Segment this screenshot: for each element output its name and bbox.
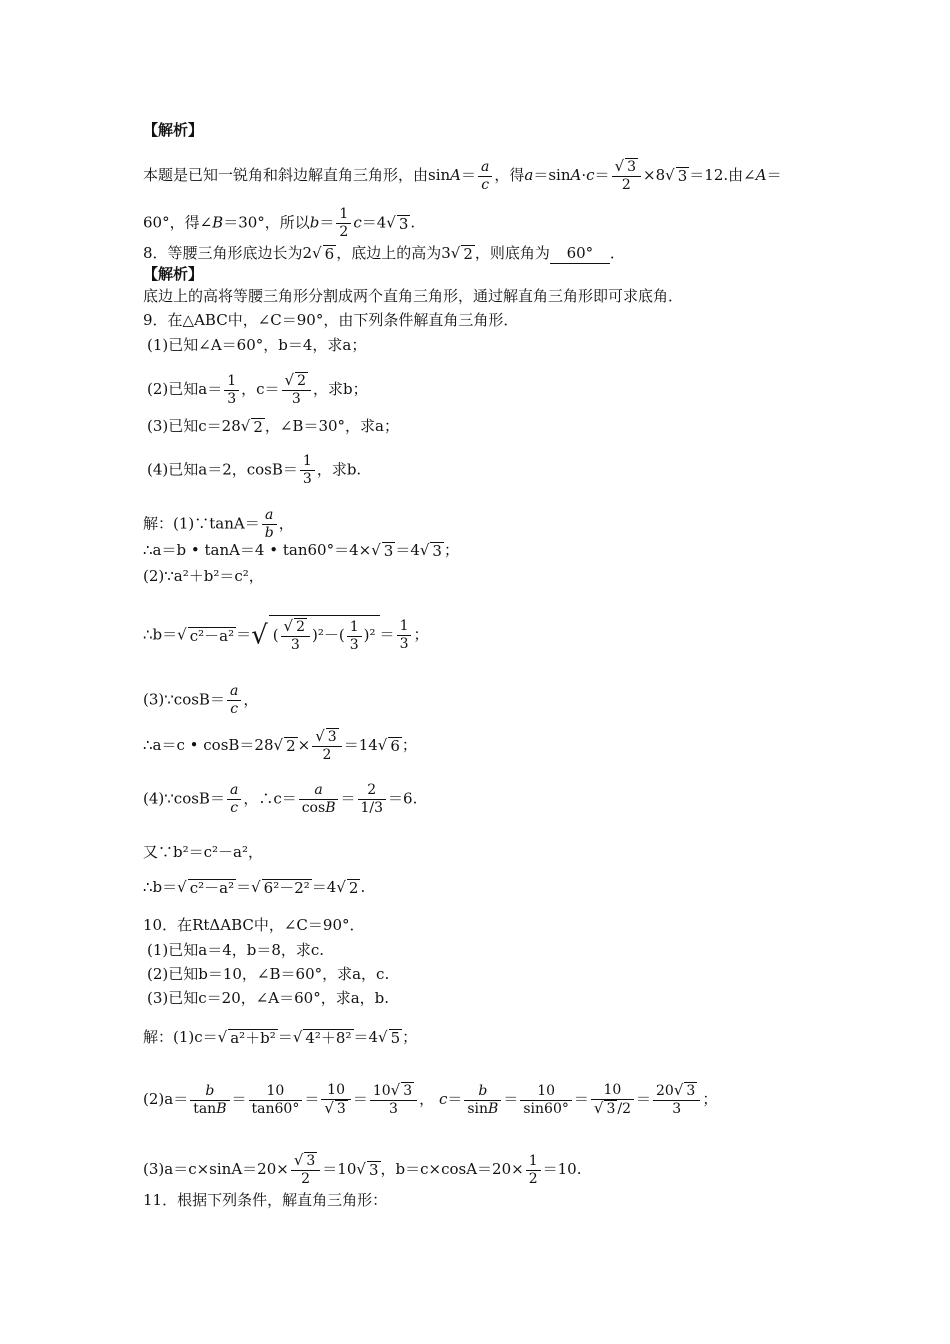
sol10-line1: 解：(1)c＝√ a²＋b² ＝√ 4²＋8² ＝4√ 5 ； [143,1028,418,1047]
q9-part4: (4)已知a＝2，cosB＝ $\frac{1}{3}$ ，求b. [147,453,362,487]
sol9-line2: ∴a＝b • tanA＝4 • tan60°＝4×√ 3 ＝4√ 3 ； [143,541,459,560]
sol9-line3: (2)∵a²＋b²＝c²， [143,567,264,585]
sol10-line2: (2)a＝ $\frac{b}{\tan B}$ ＝ $\frac{10}{\tan 60^\circ}$ ＝ $\frac{10}{√ 3}$ ＝ $\frac{10√ 3}{3}$ ， c＝ $\frac{b}{\sin B}$ ＝ $\frac{10}{\sin 60^\circ}$ ＝ $\frac{10}{√ 3 /2}$ ＝ $\frac{20√ 3}{3}$ ； [143,1081,718,1117]
sol10-line3: (3)a＝c×sinA＝20× $\frac{√ 3}{2}$ ＝10√ 3 ，b＝c×cosA＝20× $\frac{1}{2}$ ＝10. [143,1151,582,1187]
question-11: 11．根据下列条件，解直角三角形： [143,1191,388,1209]
sol9-line6: ∴a＝c • cosB＝28√ 2 × $\frac{√ 3}{2}$ ＝14√ 6 ； [143,727,417,763]
jiexi-heading-2: 【解析】 [143,265,204,283]
sol9-line8: 又∵b²＝c²－a²， [143,843,263,861]
q9-part2: (2)已知a＝ $\frac{1}{3}$ ，c＝ $\frac{√ 2}{3}$ ，求b； [147,371,368,407]
answer-blank: 60° [550,243,610,264]
question-9-title: 9．在△ABC中，∠C＝90°，由下列条件解直角三角形． [143,311,519,329]
sol9-line1: 解：(1)∵tanA＝ $\frac{a}{b}$ ， [143,507,294,541]
q10-part3: (3)已知c＝20，∠A＝60°，求a，b. [147,989,390,1007]
p7-line2: 60°，得∠B＝30°，所以b＝ $\frac{1}{2}$ c＝4√ 3 . [143,206,416,240]
question-10-title: 10．在RtΔABC中，∠C＝90°． [143,916,365,934]
q9-part3: (3)已知c＝28√ 2 ，∠B＝30°，求a； [147,417,399,436]
q10-part1: (1)已知a＝4，b＝8，求c. [147,941,325,959]
q8-explanation: 底边上的高将等腰三角形分割成两个直角三角形，通过解直角三角形即可求底角． [143,287,684,305]
sol9-line9: ∴b＝√ c²－a² ＝√ 6²－2² ＝4√ 2 . [143,878,366,897]
q10-part2: (2)已知b＝10，∠B＝60°，求a，c. [147,965,390,983]
q9-part1: (1)已知∠A＝60°，b＝4，求a； [147,336,367,354]
sol9-line4: ∴b＝√ c²－a² ＝√ ( $\frac{√ 2}{3}$ )²－( $\frac{1}{3}$ )² ＝ $\frac{1}{3}$ ； [143,615,429,656]
sol9-line5: (3)∵cosB＝ $\frac{a}{c}$ ， [143,683,259,717]
p7-line1: 本题是已知一锐角和斜边解直角三角形，由sinA＝ $\frac{a}{c}$ ，得a＝sinA·c＝ $\frac{√ 3}{2}$ ×8√ 3 ＝12.由∠A＝ [143,157,782,193]
question-8: 8．等腰三角形底边长为2√ 6 ，底边上的高为3√ 2 ，则底角为 60° ． [143,244,625,263]
jiexi-heading: 【解析】 [143,121,204,139]
sol9-line7: (4)∵cosB＝ $\frac{a}{c}$ ，∴c＝ $\frac{a}{\cos B}$ ＝ $\frac{2}{1/3}$ ＝6. [143,782,418,816]
